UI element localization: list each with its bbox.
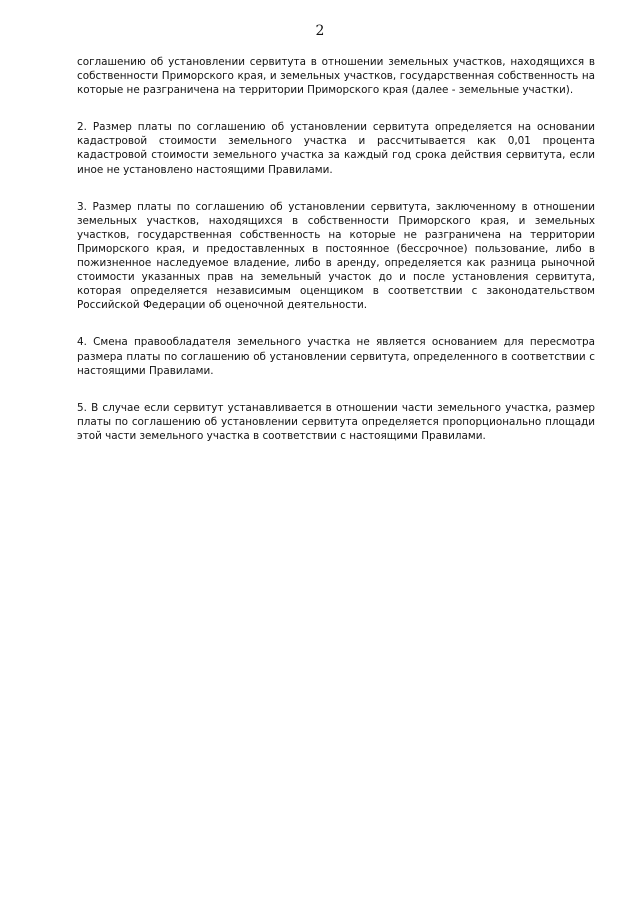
paragraph-4: 4. Смена правообладателя земельного участка не является основанием для пересмотра размера платы по соглашению об установлении сервитута, определенного в соответствии с настоящими Правилами. xyxy=(77,336,595,377)
paragraph-3: 3. Размер платы по соглашению об установлении сервитута, заключенному в отношении земельных участков, находящихся в собственности Приморского края, и земельных участков, государственная собственность на которые не разграничена на территории Приморского края, и предоставленных в постоянное (бессрочное) пользование, либо в пожизненное наследуемое владение, либо в аренду, определяется как разница рыночной стоимости указанных прав на земельный участок до и после установления сервитута, которая определяется независимым оценщиком в соответствии с законодательством Российской Федерации об оценочной деятельности. xyxy=(77,200,595,312)
document-body xyxy=(77,55,595,466)
paragraph-5: 5. В случае если сервитут устанавливается в отношении части земельного участка, размер платы по соглашению об установлении сервитута определяется пропорционально площади этой части земельного участка в соответствии с настоящими Правилами. xyxy=(77,401,595,442)
paragraph-continuation: соглашению об установлении сервитута в отношении земельных участков, находящихся в собственности Приморского края, и земельных участков, государственная собственность на которые не разграничена на территории Приморского края (далее - земельные участки). xyxy=(77,56,595,97)
page-number: 2 xyxy=(315,23,325,39)
paragraph-2: 2. Размер платы по соглашению об установлении сервитута определяется на основании кадастровой стоимости земельного участка и рассчитывается как 0,01 процента кадастровой стоимости земельного участка за каждый год срока действия сервитута, если иное не установлено настоящими Правилами. xyxy=(77,121,595,176)
